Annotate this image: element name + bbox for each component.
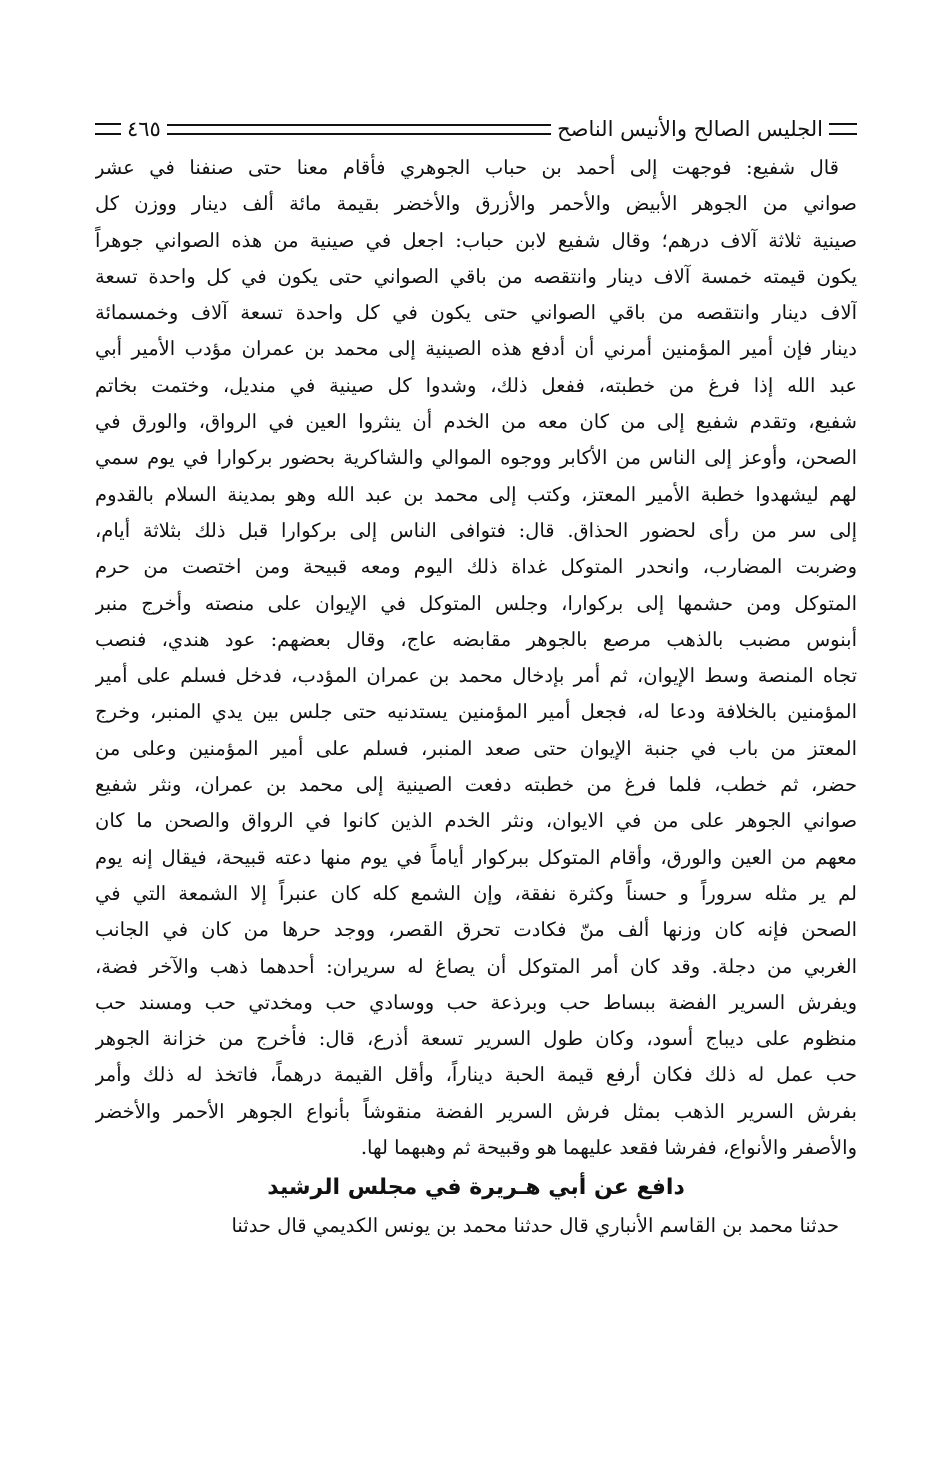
running-header bbox=[95, 112, 857, 146]
text-line: المؤمنين بالخلافة ودعا له، فجعل أمير المؤمنين يستدنيه حتى جلس بين يدي المنبر، وخرج bbox=[95, 700, 857, 724]
text-line: الصحن، وأوعز إلى الناس من الأكابر ووجوه الموالي والشاكرية بحضور بركوارا في يوم سمي bbox=[95, 446, 857, 470]
book-page bbox=[95, 112, 857, 1412]
text-line: صواني الجوهر على من في الايوان، ونثر الخدم الذين كانوا في الرواق والصحن ما كان bbox=[95, 809, 857, 833]
text-line: قال شفيع: فوجهت إلى أحمد بن حباب الجوهري فأقام معنا حتى صنفنا في عشر bbox=[95, 156, 839, 179]
header-ornament-right bbox=[829, 123, 857, 135]
text-line: حدثنا محمد بن القاسم الأنباري قال حدثنا محمد بن يونس الكديمي قال حدثنا bbox=[231, 1214, 839, 1238]
text-line: والأصفر والأنواع، ففرشا فقعد عليهما هو وقبيحة ثم وهبهما لها. bbox=[360, 1136, 857, 1160]
text-line: حب عمل له ذلك فكان أرفع قيمة الحبة ديناراً، وأقل القيمة درهماً، فاتخذ له ذلك وأمر bbox=[95, 1063, 857, 1087]
text-line: ويفرش السرير الفضة ببساط حب وبرذعة حب ووسادي حب ومخدتي حب ومسند حب bbox=[95, 990, 857, 1014]
text-line: صواني من الجوهر الأبيض والأحمر والأزرق والأخضر بقيمة مائة ألف دينار ووزن كل bbox=[95, 192, 857, 216]
header-rule bbox=[167, 124, 551, 135]
text-line: المتوكل ومن حشمها إلى بركوارا، وجلس المتوكل في الإيوان على منصته وأخرج منبر bbox=[95, 591, 857, 615]
section-paragraph bbox=[95, 1208, 857, 1244]
text-line: لهم ليشهدوا خطبة الأمير المعتز، وكتب إلى محمد بن عبد الله وهو بمدينة السلام بالقدوم bbox=[95, 482, 857, 506]
text-line: المعتز من باب في جنبة الإيوان حتى صعد المنبر، فسلم على أمير المؤمنين وعلى من bbox=[95, 736, 857, 760]
text-line: يكون قيمته خمسة آلاف دينار وانتقصه من باقي الصواني حتى يكون في كل واحدة تسعة bbox=[95, 264, 857, 288]
text-line: معهم من العين والورق، وأقام المتوكل ببركوار أياماً في يوم منها دعته قبيحة، فيقال إنه يوم bbox=[95, 845, 857, 869]
text-line: الصحن فإنه كان وزنها ألف منّ فكادت تحرق القصر، ووجد حرها من كان في الجانب bbox=[95, 918, 857, 942]
text-line: دينار فإن أمير المؤمنين أمرني أن أدفع هذه الصينية إلى محمد بن عمران مؤدب الأمير أبي bbox=[95, 337, 857, 361]
text-line: الغربي من دجلة. وقد كان أمر المتوكل أن يصاغ له سريران: أحدهما ذهب والآخر فضة، bbox=[95, 954, 857, 978]
text-line: تجاه المنصة وسط الإيوان، ثم أمر بإدخال محمد بن عمران المؤدب، فدخل فسلم على أمير bbox=[95, 664, 857, 688]
text-line: إلى سر من رأى لحضور الحذاق. قال: فتوافى الناس إلى بركوارا قبل ذلك بثلاثة أيام، bbox=[95, 518, 857, 542]
text-line: بفرش السرير الذهب بمثل فرش السرير الفضة منقوشاً بأنواع الجوهر الأحمر والأخضر bbox=[95, 1099, 857, 1123]
page-number: ٤٦٥ bbox=[127, 117, 161, 141]
header-title: الجليس الصالح والأنيس الناصح bbox=[557, 117, 823, 141]
text-line: أبنوس مضبب بالذهب مرصع بالجوهر مقابضه عاج، وقال بعضهم: عود هندي، فنصب bbox=[95, 627, 857, 651]
text-line: منظوم على ديباج أسود، وكان طول السرير تسعة أذرع، قال: فأخرج من خزانة الجوهر bbox=[95, 1027, 857, 1051]
text-line: صينية ثلاثة آلاف درهم؛ وقال شفيع لابن حباب: اجعل في صينية من هذه الصواني جوهراً bbox=[95, 228, 857, 252]
text-line: لم ير مثله سروراً و حسناً وكثرة نفقة، وإن الشمع كله كان عنبراً إلا الشمعة التي في bbox=[95, 881, 857, 905]
section-heading: دافع عن أبي هـريرة في مجلس الرشيد bbox=[267, 1175, 685, 1201]
text-line: آلاف دينار وانتقصه من باقي الصواني حتى يكون في كل واحدة تسعة آلاف وخمسمائة bbox=[95, 301, 857, 325]
text-line: عبد الله إذا فرغ من خطبته، ففعل ذلك، وشدوا كل صينية في منديل، وختمت بخاتم bbox=[95, 373, 857, 397]
text-line: شفيع، وتقدم شفيع إلى من كان معه من الخدم أن ينثروا العين في الرواق، والورق في bbox=[95, 410, 857, 434]
text-line: حضر، ثم خطب، فلما فرغ من خطبته دفعت الصينية إلى محمد بن عمران، ونثر شفيع bbox=[95, 773, 857, 797]
body-paragraph bbox=[95, 150, 857, 1166]
text-line: وضربت المضارب، وانحدر المتوكل غداة ذلك اليوم ومعه قبيحة ومن اختصت من حرم bbox=[95, 555, 857, 579]
header-ornament-left bbox=[95, 123, 121, 135]
